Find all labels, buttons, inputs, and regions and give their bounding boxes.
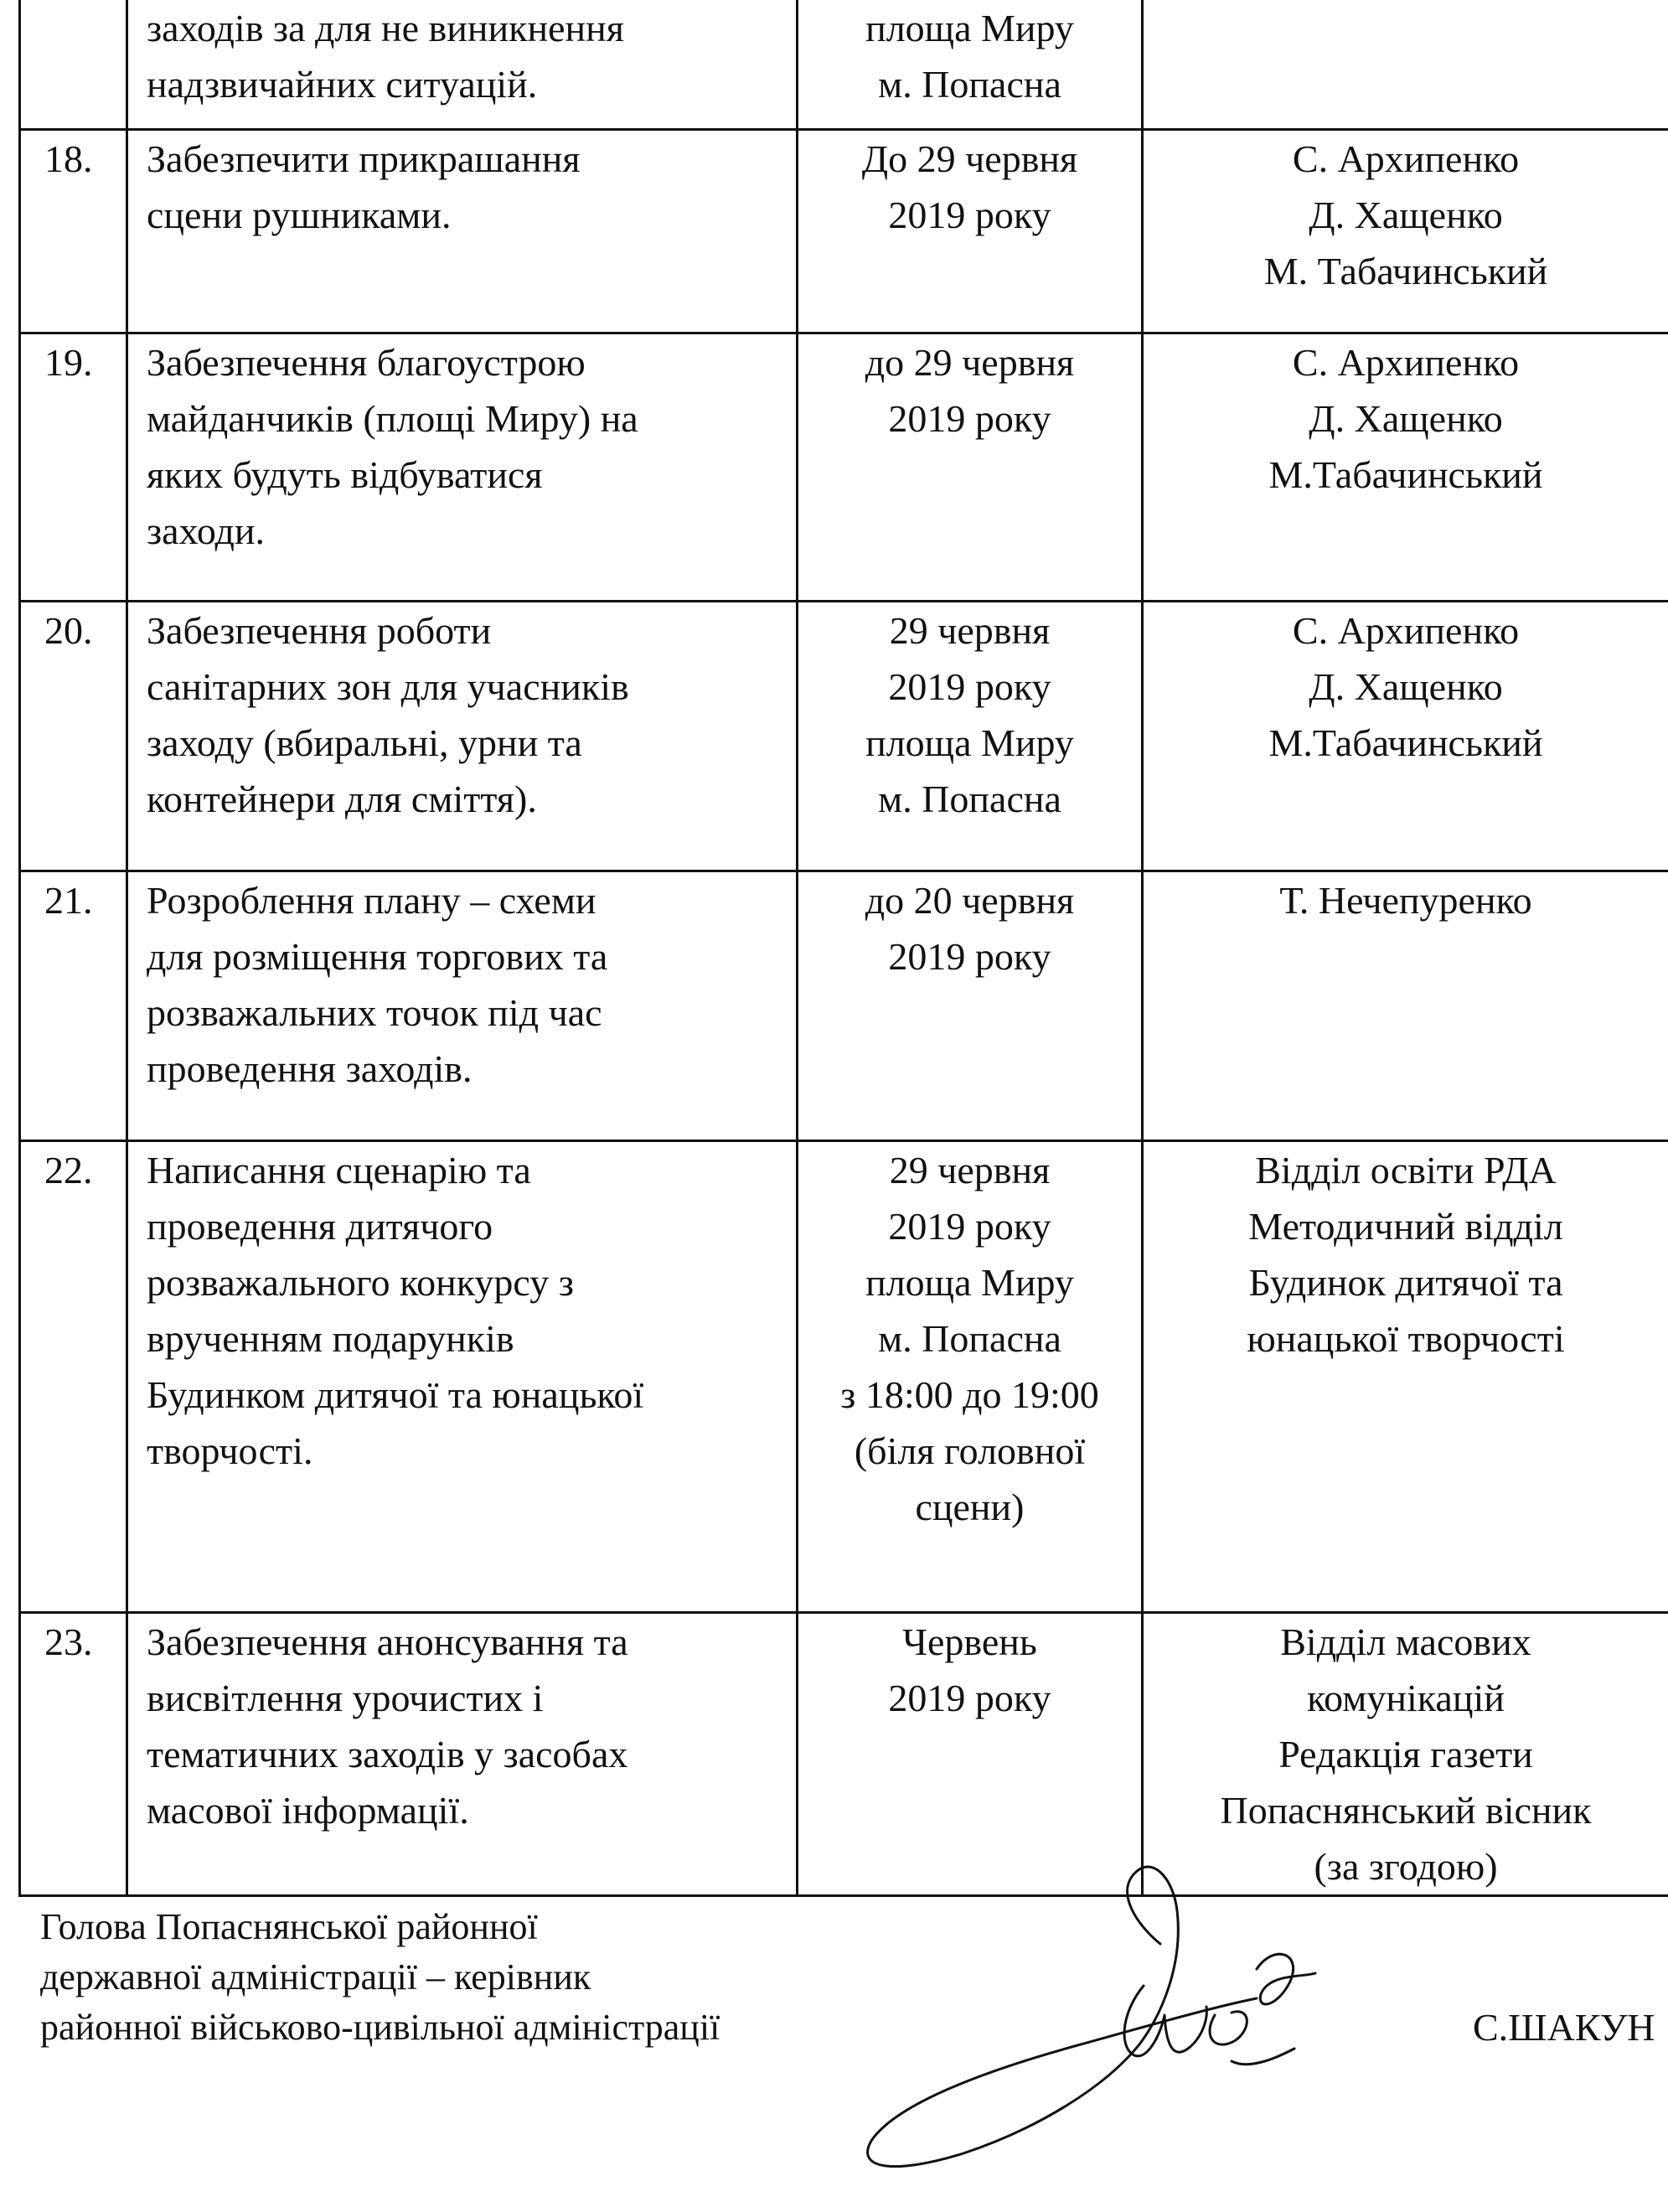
task-line: Написання сценарію та xyxy=(147,1142,784,1198)
row-number-cell xyxy=(20,333,127,601)
date-place-line: 2019 року xyxy=(807,1198,1133,1254)
task-line: висвітлення урочистих і xyxy=(147,1670,784,1726)
task-line: санітарних зон для учасників xyxy=(147,659,784,715)
responsible-cell xyxy=(1143,871,1668,1140)
task-line: Забезпечення анонсування та xyxy=(147,1614,784,1670)
task-line: заходу (вбиральні, урни та xyxy=(147,715,784,771)
date-place-cell xyxy=(798,0,1143,129)
table-row xyxy=(20,601,1668,871)
date-place-line: площа Миру xyxy=(807,0,1133,56)
date-place-cell xyxy=(798,129,1143,333)
date-place-cell xyxy=(798,601,1143,871)
signer-position-line-1: Голова Попаснянської районної xyxy=(40,1902,538,1952)
task-line: Будинком дитячої та юнацької xyxy=(147,1367,784,1423)
responsible-line: С. Архипенко xyxy=(1150,334,1661,390)
responsible-line: М.Табачинський xyxy=(1150,447,1661,503)
table-row xyxy=(20,1140,1668,1612)
table-row xyxy=(20,871,1668,1140)
responsible-line: М. Табачинський xyxy=(1150,243,1661,299)
row-number: 19. xyxy=(44,334,126,390)
task-line: заходів за для не виникнення xyxy=(147,0,784,56)
date-place-line: м. Попасна xyxy=(807,56,1133,112)
task-line: розважального конкурсу з xyxy=(147,1254,784,1310)
row-number: 23. xyxy=(44,1614,126,1670)
task-line: проведення заходів. xyxy=(147,1041,784,1097)
responsible-line: (за згодою) xyxy=(1150,1838,1661,1894)
responsible-line: Відділ освіти РДА xyxy=(1150,1142,1661,1198)
task-cell xyxy=(127,0,798,129)
row-number-cell xyxy=(20,1612,127,1895)
task-line: контейнери для сміття). xyxy=(147,771,784,827)
task-cell xyxy=(127,1612,798,1895)
responsible-line: С. Архипенко xyxy=(1150,602,1661,659)
responsible-cell xyxy=(1143,129,1668,333)
row-number: 21. xyxy=(44,872,126,928)
responsible-line: С. Архипенко xyxy=(1150,131,1661,187)
responsible-line: Методичний відділ xyxy=(1150,1198,1661,1254)
row-number: 22. xyxy=(44,1142,126,1198)
task-line: майданчиків (площі Миру) на xyxy=(147,390,784,447)
date-place-line: м. Попасна xyxy=(807,771,1133,827)
task-line: заходи. xyxy=(147,503,784,559)
responsible-cell xyxy=(1143,601,1668,871)
task-line: масової інформації. xyxy=(147,1782,784,1838)
task-line: творчості. xyxy=(147,1423,784,1479)
date-place-line: площа Миру xyxy=(807,715,1133,771)
task-line: тематичних заходів у засобах xyxy=(147,1726,784,1782)
date-place-line: до 29 червня xyxy=(807,334,1133,390)
task-line: врученням подарунків xyxy=(147,1310,784,1367)
task-cell xyxy=(127,601,798,871)
task-line: надзвичайних ситуацій. xyxy=(147,56,784,112)
date-place-cell xyxy=(798,1140,1143,1612)
task-line: розважальних точок під час xyxy=(147,985,784,1041)
row-number-cell xyxy=(20,0,127,129)
table-row xyxy=(20,129,1668,333)
responsible-cell xyxy=(1143,0,1668,129)
signer-name: С.ШАКУН xyxy=(1473,2003,1655,2053)
row-number-cell xyxy=(20,871,127,1140)
row-number-cell xyxy=(20,601,127,871)
table-row xyxy=(20,0,1668,129)
responsible-line: Д. Хащенко xyxy=(1150,659,1661,715)
task-line: для розміщення торгових та xyxy=(147,928,784,985)
date-place-line: сцени) xyxy=(807,1479,1133,1535)
date-place-line: 29 червня xyxy=(807,1142,1133,1198)
date-place-cell xyxy=(798,333,1143,601)
date-place-line: м. Попасна xyxy=(807,1310,1133,1367)
task-line: сцени рушниками. xyxy=(147,187,784,243)
date-place-line: 29 червня xyxy=(807,602,1133,659)
responsible-cell xyxy=(1143,1140,1668,1612)
task-cell xyxy=(127,1140,798,1612)
task-line: яких будуть відбуватися xyxy=(147,447,784,503)
signer-position-line-2: державної адміністрації – керівник xyxy=(40,1952,591,2003)
responsible-line: Д. Хащенко xyxy=(1150,390,1661,447)
date-place-line: 2019 року xyxy=(807,390,1133,447)
task-line: проведення дитячого xyxy=(147,1198,784,1254)
responsible-line: Редакція газети xyxy=(1150,1726,1661,1782)
responsible-line: юнацької творчості xyxy=(1150,1310,1661,1367)
date-place-line: Червень xyxy=(807,1614,1133,1670)
task-line: Розроблення плану – схеми xyxy=(147,872,784,928)
responsible-line: Відділ масових xyxy=(1150,1614,1661,1670)
task-line: Забезпечити прикрашання xyxy=(147,131,784,187)
responsible-line: М.Табачинський xyxy=(1150,715,1661,771)
measures-table xyxy=(18,0,1668,1897)
task-cell xyxy=(127,129,798,333)
date-place-line: 2019 року xyxy=(807,1670,1133,1726)
responsible-line: Д. Хащенко xyxy=(1150,187,1661,243)
responsible-line: Будинок дитячої та xyxy=(1150,1254,1661,1310)
task-line: Забезпечення роботи xyxy=(147,602,784,659)
date-place-cell xyxy=(798,871,1143,1140)
responsible-line: Т. Нечепуренко xyxy=(1150,872,1661,928)
responsible-line: комунікацій xyxy=(1150,1670,1661,1726)
task-cell xyxy=(127,333,798,601)
row-number: 20. xyxy=(44,602,126,659)
table-row xyxy=(20,333,1668,601)
task-cell xyxy=(127,871,798,1140)
row-number: 18. xyxy=(44,131,126,187)
task-line: Забезпечення благоустрою xyxy=(147,334,784,390)
responsible-line: Попаснянський вісник xyxy=(1150,1782,1661,1838)
date-place-line: з 18:00 до 19:00 xyxy=(807,1367,1133,1423)
date-place-line: до 20 червня xyxy=(807,872,1133,928)
handwritten-signature xyxy=(821,1793,1407,2212)
date-place-line: До 29 червня xyxy=(807,131,1133,187)
row-number-cell xyxy=(20,129,127,333)
signer-position-line-3: районної військово-цивільної адміністрації xyxy=(40,2003,720,2053)
date-place-line: площа Миру xyxy=(807,1254,1133,1310)
date-place-line: (біля головної xyxy=(807,1423,1133,1479)
table-body xyxy=(20,0,1668,1895)
date-place-line: 2019 року xyxy=(807,187,1133,243)
date-place-line: 2019 року xyxy=(807,659,1133,715)
responsible-cell xyxy=(1143,333,1668,601)
date-place-line: 2019 року xyxy=(807,928,1133,985)
row-number-cell xyxy=(20,1140,127,1612)
